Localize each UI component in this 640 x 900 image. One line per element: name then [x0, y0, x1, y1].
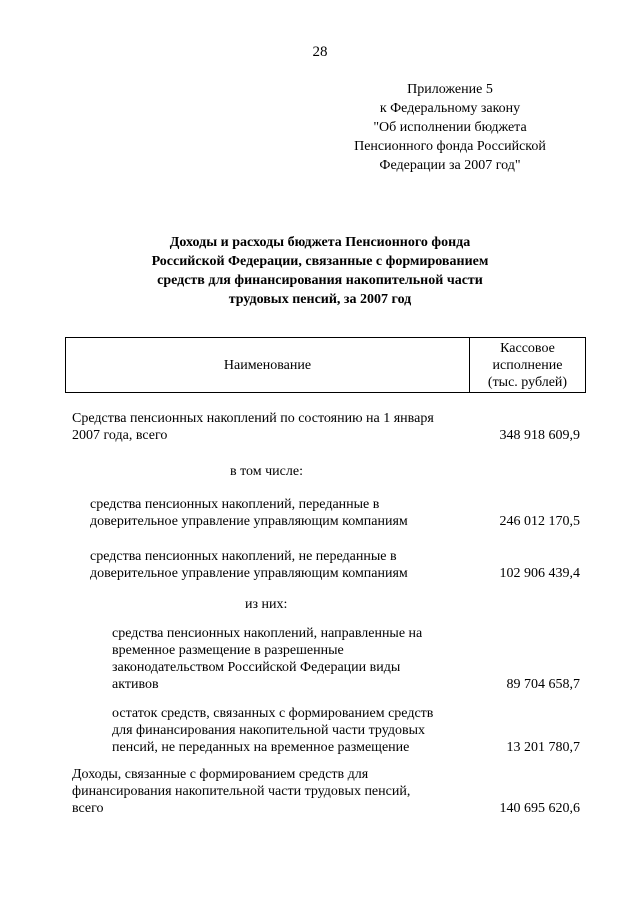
table-row	[245, 596, 287, 613]
title-line: Российской Федерации, связанные с формированием	[151, 254, 489, 269]
row-label-line: средства пенсионных накоплений, не переданные в	[90, 549, 397, 564]
table-row	[112, 625, 422, 693]
appendix-line: к Федеральному закону	[379, 101, 521, 116]
appendix-line: "Об исполнении бюджета	[373, 120, 527, 135]
row-label-line: финансирования накопительной части трудовых пенсий,	[72, 784, 411, 799]
row-label-line: средства пенсионных накоплений, переданные в	[90, 497, 380, 512]
row-label-line: из них:	[245, 597, 288, 612]
title-line: трудовых пенсий, за 2007 год	[228, 292, 412, 307]
row-label-line: средства пенсионных накоплений, направленные на	[112, 626, 423, 641]
row-value: 102 906 439,4	[499, 566, 580, 581]
row-label-line: в том числе:	[230, 464, 303, 479]
row-value: 140 695 620,6	[499, 801, 580, 816]
row-label-line: активов	[112, 677, 159, 692]
document-title	[110, 233, 530, 309]
table-row	[230, 463, 303, 480]
row-value: 13 201 780,7	[506, 740, 580, 755]
row-label-line: Средства пенсионных накоплений по состоянию на 1 января	[72, 411, 434, 426]
row-label-line: временное размещение в разрешенные	[112, 643, 344, 658]
column-header-name	[66, 338, 470, 392]
column-header-execution	[470, 338, 585, 392]
row-label-line: для финансирования накопительной части трудовых	[112, 723, 425, 738]
row-value: 246 012 170,5	[499, 514, 580, 529]
column-header-name-label: Наименование	[223, 357, 312, 373]
row-value: 89 704 658,7	[506, 677, 580, 692]
row-label-line: законодательством Российской Федерации виды	[112, 660, 401, 675]
column-header-execution-line: (тыс. рублей)	[487, 375, 568, 390]
row-value: 348 918 609,9	[499, 428, 580, 443]
page-number: 28	[312, 44, 328, 60]
appendix-line: Приложение 5	[407, 82, 493, 97]
row-label-line: всего	[72, 801, 104, 816]
title-line: средств для финансирования накопительной части	[157, 273, 483, 288]
row-label-line: доверительное управление управляющим компаниям	[90, 566, 408, 581]
appendix-line: Пенсионного фонда Российской	[354, 139, 546, 154]
title-line: Доходы и расходы бюджета Пенсионного фонда	[169, 235, 471, 250]
row-label-line: остаток средств, связанных с формированием средств	[112, 706, 434, 721]
row-label-line: доверительное управление управляющим компаниям	[90, 514, 408, 529]
table-header	[65, 337, 586, 393]
table-row	[72, 766, 410, 817]
appendix-note	[340, 80, 560, 175]
appendix-line: Федерации за 2007 год"	[379, 158, 521, 173]
column-header-execution-line: исполнение	[492, 358, 563, 373]
row-label-line: Доходы, связанные с формированием средств для	[72, 767, 369, 782]
row-label-line: пенсий, не переданных на временное размещение	[112, 740, 410, 755]
row-label-line: 2007 года, всего	[72, 428, 168, 443]
table-row	[112, 705, 433, 756]
table-row	[90, 548, 408, 582]
column-header-execution-line: Кассовое	[500, 341, 555, 356]
table-row	[72, 410, 434, 444]
table-row	[90, 496, 408, 530]
